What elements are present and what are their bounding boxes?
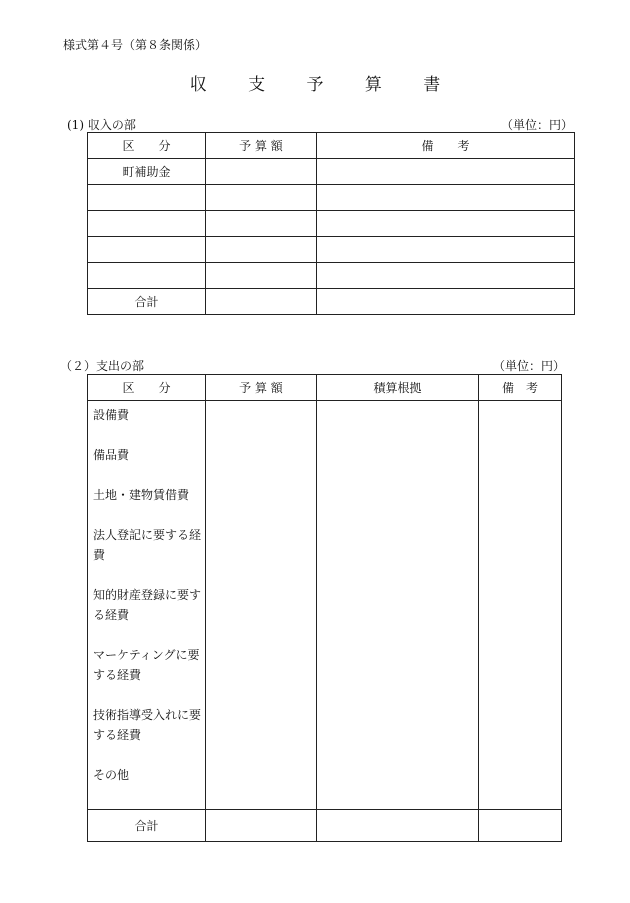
income-note-cell[interactable] — [317, 237, 575, 263]
table-row — [88, 185, 575, 211]
income-note-cell[interactable] — [317, 263, 575, 289]
income-category-cell[interactable] — [88, 237, 206, 263]
income-unit-label: （単位：円） — [501, 118, 574, 132]
expense-item-registration: 法人登記に要する経費 — [93, 528, 202, 562]
income-header-row — [88, 133, 575, 159]
expense-header-row — [88, 375, 562, 401]
column-header-remarks: 備 考 — [317, 133, 575, 159]
income-amount-cell[interactable] — [206, 237, 317, 263]
form-number: 様式第４号（第８条関係） — [63, 38, 208, 52]
expense-item-rent: 土地・建物賃借費 — [93, 488, 190, 502]
column-header-category: 区 分 — [88, 375, 206, 401]
income-category-cell[interactable] — [88, 263, 206, 289]
column-header-category: 区 分 — [88, 133, 206, 159]
table-row — [88, 237, 575, 263]
income-note-cell[interactable] — [317, 211, 575, 237]
income-amount-cell[interactable] — [206, 211, 317, 237]
expense-total-label: 合計 — [88, 810, 206, 842]
income-amount-cell[interactable] — [206, 159, 317, 185]
income-total-amount-cell[interactable] — [206, 289, 317, 315]
expense-item-marketing: マーケティングに要する経費 — [93, 648, 200, 682]
expense-total-amount-cell[interactable] — [206, 810, 317, 842]
expense-note-cell[interactable] — [479, 401, 562, 810]
column-header-remarks: 備 考 — [479, 375, 562, 401]
expense-basis-cell[interactable] — [317, 401, 479, 810]
income-category-cell[interactable]: 町補助金 — [88, 159, 206, 185]
expense-total-row — [88, 810, 562, 842]
table-row — [88, 159, 575, 185]
expense-category-list — [88, 401, 206, 810]
income-section-heading: (1) 収入の部 — [67, 118, 136, 132]
income-category-cell[interactable] — [88, 185, 206, 211]
expense-total-note-cell[interactable] — [479, 810, 562, 842]
table-row — [88, 263, 575, 289]
income-total-note-cell[interactable] — [317, 289, 575, 315]
expense-amount-cell[interactable] — [206, 401, 317, 810]
expense-table — [87, 374, 562, 842]
expense-item-tech-guidance: 技術指導受入れに要する経費 — [93, 708, 202, 742]
column-header-calculation-basis: 積算根拠 — [317, 375, 479, 401]
income-total-label: 合計 — [88, 289, 206, 315]
column-header-budget: 予 算 額 — [206, 133, 317, 159]
expense-item-other: その他 — [93, 768, 130, 782]
income-total-row — [88, 289, 575, 315]
column-header-budget: 予 算 額 — [206, 375, 317, 401]
expense-item-equipment: 設備費 — [93, 408, 130, 422]
income-table — [87, 132, 575, 315]
table-row — [88, 211, 575, 237]
income-category-cell[interactable] — [88, 211, 206, 237]
expense-section-heading: （２）支出の部 — [60, 359, 145, 373]
income-note-cell[interactable] — [317, 159, 575, 185]
expense-total-basis-cell[interactable] — [317, 810, 479, 842]
expense-item-fixtures: 備品費 — [93, 448, 130, 462]
document-title: 収 支 予 算 書 — [189, 75, 459, 95]
income-note-cell[interactable] — [317, 185, 575, 211]
expense-item-ip: 知的財産登録に要する経費 — [93, 588, 202, 622]
income-amount-cell[interactable] — [206, 185, 317, 211]
income-amount-cell[interactable] — [206, 263, 317, 289]
expense-unit-label: （単位：円） — [493, 359, 566, 373]
expense-items-row — [88, 401, 562, 810]
